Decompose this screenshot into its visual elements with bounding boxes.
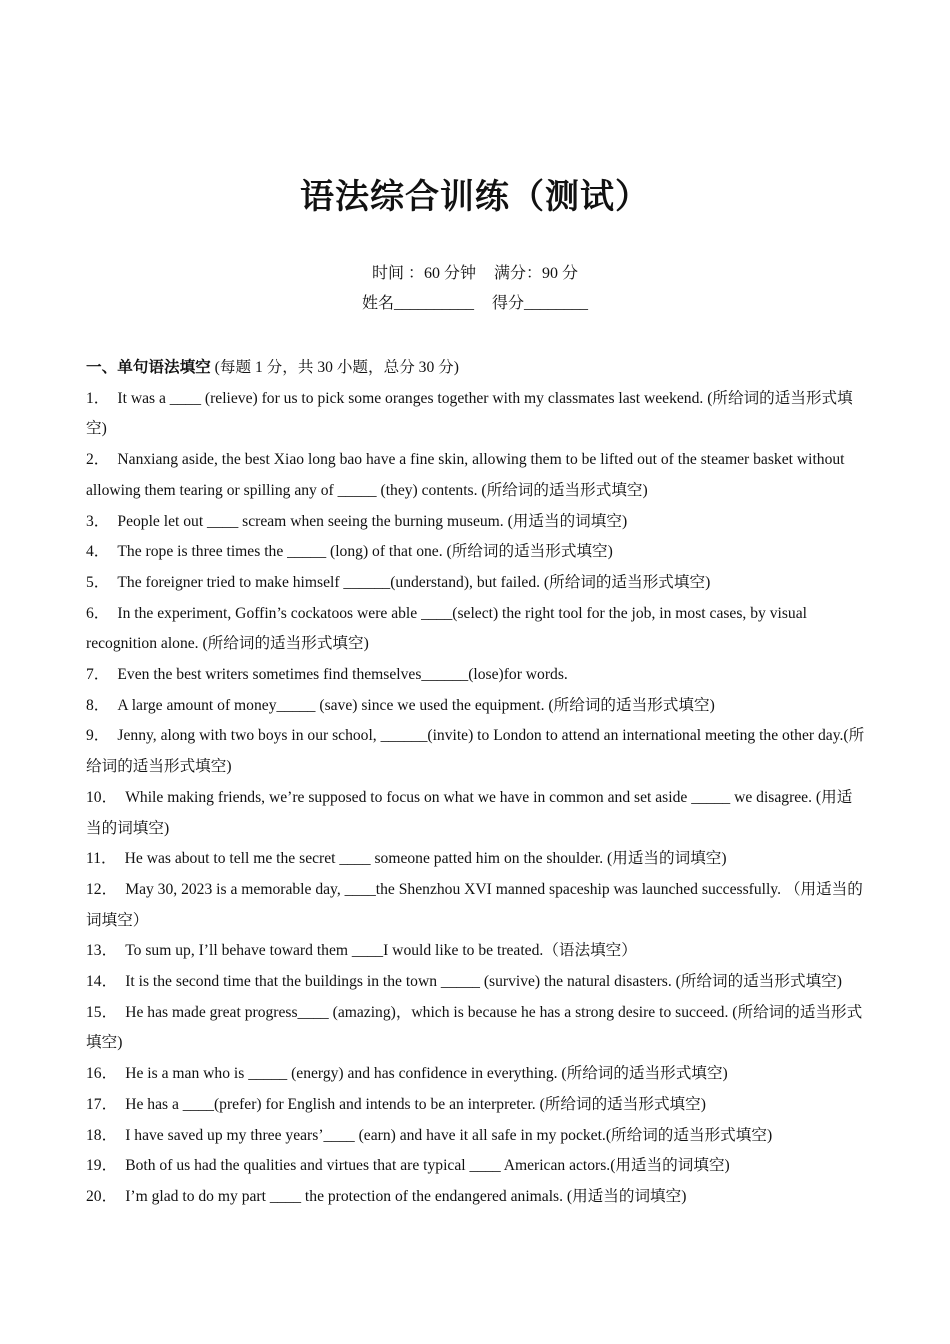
question-text: I have saved up my three years’____ (earn) and have it all safe in my pocket.(所给词的适当形式填空) [125,1126,773,1144]
question-item [86,660,866,691]
question-item [86,998,866,1059]
question-item [86,967,866,998]
question-item [86,875,866,936]
page-title: 语法综合训练（测试） [300,177,650,217]
question-number: 18． [86,1126,118,1144]
question-item [86,1151,866,1182]
question-item [86,568,866,599]
question-item [86,783,866,844]
question-item [86,721,866,782]
question-number: 17． [86,1095,118,1113]
question-number: 12． [86,880,118,898]
question-text: He is a man who is _____ (energy) and has confidence in everything. (所给词的适当形式填空) [125,1065,728,1083]
question-text: Nanxiang aside, the best Xiao long bao have a fine skin, allowing them to be lifted out of the steamer basket without allowing them tearing or spilling any of _____ (they) contents. (所给词的适当形式填空) [86,451,845,499]
question-number: 20． [86,1187,118,1205]
question-text: People let out ____ scream when seeing the burning museum. (用适当的词填空) [117,512,628,530]
question-text: Both of us had the qualities and virtues that are typical ____ American actors.(用适当的词填空) [125,1157,730,1175]
section-title: 一、单句语法填空 [86,359,211,376]
question-item [86,1121,866,1152]
question-number: 1． [86,389,110,407]
question-text: In the experiment, Goffin’s cockatoos were able ____(select) the right tool for the job, in most cases, by visual recognition alone. (所给词的适当形式填空) [86,604,807,653]
question-number: 19． [86,1157,118,1175]
question-text: He has a ____(prefer) for English and intends to be an interpreter. (所给词的适当形式填空) [125,1095,706,1113]
exam-info-line [0,264,950,284]
question-number: 4． [86,543,110,561]
section-header [86,353,866,384]
score-field-label: 得分________ [492,295,589,312]
question-number: 3． [86,512,110,530]
question-number: 5． [86,573,110,591]
question-item [86,844,866,875]
question-text: Jenny, along with two boys in our school, ______(invite) to London to attend an international meeting the other day.(所给词的适当形式填空) [86,727,865,776]
question-text: Even the best writers sometimes find themselves______(lose)for words. [117,666,568,684]
question-text: I’m glad to do my part ____ the protection of the endangered animals. (用适当的词填空) [125,1187,687,1205]
question-text: He was about to tell me the secret ____ someone patted him on the shoulder. (用适当的词填空) [124,850,727,868]
time-label: 时间 ：60 分钟 [371,265,476,282]
student-info-line [0,294,950,314]
question-number: 9． [86,727,110,745]
question-item [86,599,866,660]
question-number: 2． [86,451,110,469]
question-number: 10． [86,788,118,806]
question-number: 14． [86,973,118,991]
question-text: The foreigner tried to make himself ______(understand), but failed. (所给词的适当形式填空) [117,573,711,591]
question-text: He has made great progress____ (amazing)，which is because he has a strong desire to succeed. (所给词的适当形式填空) [86,1003,863,1052]
question-number: 16． [86,1065,118,1083]
question-text: May 30, 2023 is a memorable day, ____the Shenzhou XVI manned spaceship was launched successfully. （用适当的词填空） [86,880,863,929]
question-number: 15． [86,1003,118,1021]
question-item [86,1182,866,1213]
question-item [86,537,866,568]
score-label: 满分：90 分 [494,265,579,282]
name-field-label: 姓名__________ [361,295,474,312]
question-item [86,384,866,445]
question-number: 6． [86,604,110,622]
question-list [86,384,866,1213]
question-text: It is the second time that the buildings in the town _____ (survive) the natural disasters. (所给词的适当形式填空) [125,973,842,991]
question-text: A large amount of money_____ (save) since we used the equipment. (所给词的适当形式填空) [117,696,715,714]
question-number: 11． [86,850,117,868]
question-text: To sum up, I’ll behave toward them ____I would like to be treated.（语法填空） [125,942,637,960]
question-number: 7． [86,666,110,684]
question-item [86,691,866,722]
question-section [86,353,866,1213]
question-item [86,507,866,538]
question-number: 13． [86,942,118,960]
question-item [86,1090,866,1121]
question-text: It was a ____ (relieve) for us to pick some oranges together with my classmates last weekend. (所给词的适当形式填空) [86,389,853,438]
question-number: 8． [86,696,110,714]
question-item [86,936,866,967]
question-text: The rope is three times the _____ (long) of that one. (所给词的适当形式填空) [117,543,613,561]
question-text: While making friends, we’re supposed to focus on what we have in common and set aside _____ we disagree. (用适当的词填空) [86,788,853,837]
question-item [86,1059,866,1090]
question-item [86,445,866,506]
section-note: (每题 1 分，共 30 小题，总分 30 分) [214,359,459,376]
